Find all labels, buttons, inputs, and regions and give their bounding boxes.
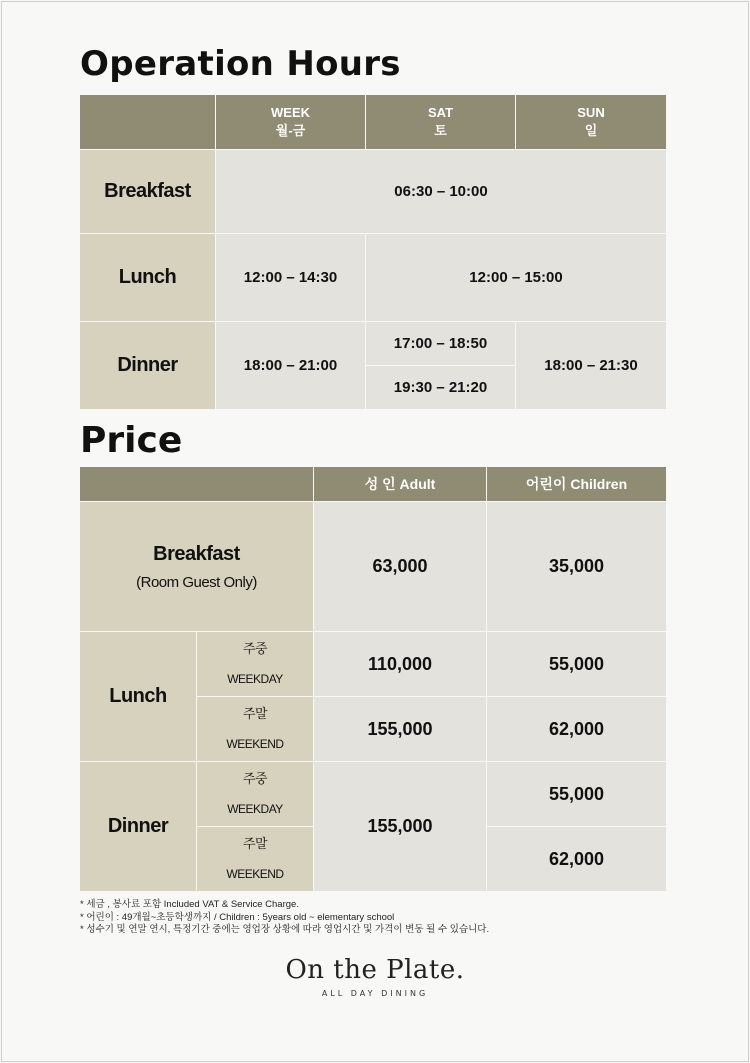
dinner-sat-hours-1: 17:00 – 18:50 — [366, 322, 516, 366]
header-en: SAT — [427, 105, 454, 120]
header-ko: 일 — [584, 123, 598, 138]
dinner-sat-hours-2: 19:30 – 21:20 — [366, 366, 516, 410]
lunch-weekend-children-price: 62,000 — [487, 697, 667, 762]
breakfast-children-price: 35,000 — [487, 502, 667, 632]
day-en: WEEKEND — [226, 737, 284, 751]
breakfast-note: (Room Guest Only) — [136, 573, 257, 591]
hours-header-sun — [516, 95, 667, 150]
dinner-weekday-children-price: 55,000 — [487, 762, 667, 827]
dinner-week-hours: 18:00 – 21:00 — [216, 322, 366, 410]
price-title: Price — [80, 420, 183, 461]
day-en: WEEKDAY — [227, 802, 283, 816]
price-lunch-label: Lunch — [80, 632, 197, 762]
day-en: WEEKDAY — [227, 672, 283, 686]
dinner-label: Dinner — [80, 322, 216, 410]
dinner-sun-hours: 18:00 – 21:30 — [516, 322, 667, 410]
footnotes — [80, 899, 489, 937]
header-en: SUN — [577, 105, 605, 120]
lunch-weekend-label — [197, 697, 314, 762]
lunch-label: Lunch — [80, 234, 216, 322]
lunch-weekend-hours: 12:00 – 15:00 — [366, 234, 667, 322]
price-dinner-label: Dinner — [80, 762, 197, 892]
hours-header-sat — [366, 95, 516, 150]
lunch-weekday-children-price: 55,000 — [487, 632, 667, 697]
day-ko: 주말 — [242, 836, 268, 851]
footnote: * 성수기 및 연말 연시, 특정기간 중에는 영업장 상황에 따라 영업시간 및 가격이 변동 될 수 있습니다. — [80, 924, 490, 935]
day-en: WEEKEND — [226, 867, 284, 881]
operation-hours-table — [79, 94, 667, 410]
day-ko: 주중 — [242, 771, 268, 786]
brand-tagline: ALL DAY DINING — [321, 989, 429, 998]
lunch-week-hours: 12:00 – 14:30 — [216, 234, 366, 322]
header-ko: 토 — [434, 123, 447, 138]
brand-logo — [0, 955, 750, 998]
breakfast-adult-price: 63,000 — [314, 502, 487, 632]
hours-header-corner — [80, 95, 216, 150]
operation-hours-title: Operation Hours — [80, 44, 401, 84]
dinner-weekday-label — [197, 762, 314, 827]
day-ko: 주말 — [242, 706, 268, 721]
day-ko: 주중 — [242, 641, 268, 656]
breakfast-hours: 06:30 – 10:00 — [216, 150, 667, 234]
breakfast-label: Breakfast — [80, 150, 216, 234]
header-en: WEEK — [271, 105, 310, 120]
lunch-weekday-label — [197, 632, 314, 697]
dinner-weekend-children-price: 62,000 — [487, 827, 667, 892]
hours-header-week — [216, 95, 366, 150]
price-header-adult: 성 인 Adult — [314, 467, 487, 502]
brand-name: On the Plate. — [285, 955, 465, 985]
price-header-corner — [80, 467, 314, 502]
dinner-weekend-label — [197, 827, 314, 892]
price-header-children: 어린이 Children — [487, 467, 667, 502]
lunch-weekend-adult-price: 155,000 — [314, 697, 487, 762]
price-table — [79, 466, 667, 892]
dinner-adult-price: 155,000 — [314, 762, 487, 892]
breakfast-title: Breakfast — [153, 542, 240, 565]
lunch-weekday-adult-price: 110,000 — [314, 632, 487, 697]
price-breakfast-label — [80, 502, 314, 632]
header-ko: 월-금 — [275, 123, 306, 138]
footnote: * 어린이 : 49개월~초등학생까지 / Children : 5years old ~ elementary school — [80, 911, 395, 923]
footnote: * 세금 , 봉사료 포함 Included VAT & Service Charge. — [80, 899, 299, 910]
